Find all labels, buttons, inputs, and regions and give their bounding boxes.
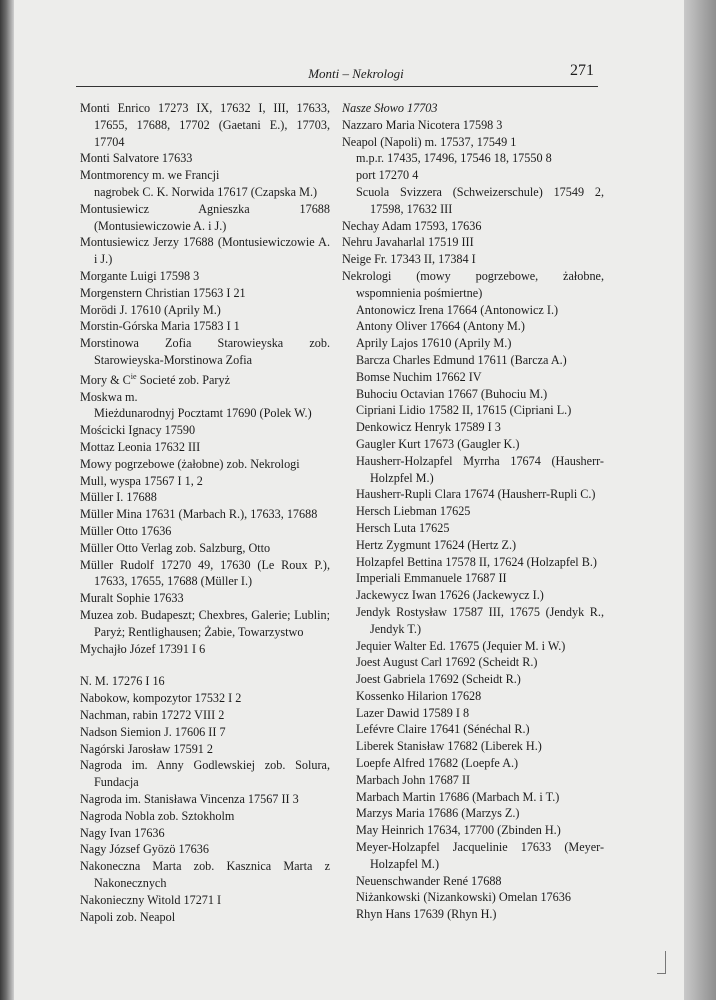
index-subentry: Hausherr-Rupli Clara 17674 (Hausherr-Rupli C.): [356, 487, 596, 502]
index-entry: Nagórski Jarosław 17591 2: [80, 741, 214, 756]
index-entry: Napoli zob. Neapol: [80, 909, 176, 924]
index-entry: Nasze Słowo 17703: [342, 101, 438, 115]
index-subentry: May Heinrich 17634, 17700 (Zbinden H.): [356, 823, 561, 838]
index-entry: Muzea zob. Budapeszt; Chexbres, Galerie; Lublin; Paryż; Rentlighausen; Żabie, Towarzystwo: [80, 607, 330, 639]
left-column: [80, 100, 330, 925]
index-subentry: port 17270 4: [356, 168, 419, 183]
index-subentry: Loepfe Alfred 17682 (Loepfe A.): [356, 756, 519, 771]
index-subentry: Liberek Stanisław 17682 (Liberek H.): [356, 739, 542, 754]
index-entry: Montmorency m. we Francji: [80, 168, 220, 183]
index-entry: Muralt Sophie 17633: [80, 591, 184, 606]
index-subentry: Denkowicz Henryk 17589 I 3: [356, 420, 501, 435]
index-subentry: Hausherr-Holzapfel Myrrha 17674 (Hausherr-Holzpfel M.): [356, 453, 604, 485]
index-entry: Nachman, rabin 17272 VIII 2: [80, 707, 225, 722]
index-entry: Nagy Ivan 17636: [80, 825, 165, 840]
index-entry: Mościcki Ignacy 17590: [80, 423, 196, 438]
index-subentry: Mieżdunarodnyj Pocztamt 17690 (Polek W.): [94, 406, 312, 421]
index-entry: N. M. 17276 I 16: [80, 674, 165, 689]
index-entry: Monti Enrico 17273 IX, 17632 I, III, 17633, 17655, 17688, 17702 (Gaetani E.), 17703, 17704: [80, 101, 330, 149]
index-entry: Nagroda im. Stanisława Vincenza 17567 II 3: [80, 791, 299, 806]
index-entry: Mychajło Józef 17391 I 6: [80, 641, 206, 656]
index-subentry: Hertz Zygmunt 17624 (Hertz Z.): [356, 537, 517, 552]
index-entry: Nagroda Nobla zob. Sztokholm: [80, 808, 235, 823]
index-subentry: Niżankowski (Nizankowski) Omelan 17636: [356, 890, 571, 905]
index-subentry: Jendyk Rostysław 17587 III, 17675 (Jendyk R., Jendyk T.): [356, 604, 604, 636]
index-entry: Montusiewicz Agnieszka 17688 (Montusiewiczowie A. i J.): [80, 201, 330, 233]
index-subentry: Gaugler Kurt 17673 (Gaugler K.): [356, 436, 520, 451]
index-subentry: Marbach John 17687 II: [356, 772, 471, 787]
book-page: [14, 0, 684, 1000]
index-entry: Monti Salvatore 17633: [80, 151, 193, 166]
index-subentry: Bomse Nuchim 17662 IV: [356, 369, 482, 384]
index-entry: Mull, wyspa 17567 I 1, 2: [80, 473, 203, 488]
section-gap: [80, 657, 330, 673]
index-entry: Nagy József Gyözö 17636: [80, 842, 209, 857]
index-subentry: Meyer-Holzapfel Jacquelinie 17633 (Meyer-Holzapfel M.): [356, 840, 604, 871]
index-subentry: Scuola Svizzera (Schweizerschule) 17549 2, 17598, 17632 III: [356, 184, 604, 216]
index-entry: Mory & $C^{ie}$ Societé zob. Paryż: [80, 371, 230, 387]
index-entry: Montusiewicz Jerzy 17688 (Montusiewiczowie A. i J.): [80, 235, 330, 267]
index-entry: Morgante Luigi 17598 3: [80, 268, 200, 283]
index-entry: Nechay Adam 17593, 17636: [342, 218, 482, 233]
index-entry: Nekrologi (mowy pogrzebowe, żałobne, wspomnienia pośmiertne): [342, 268, 604, 300]
index-subentry: Marzys Maria 17686 (Marzys Z.): [356, 806, 520, 821]
index-subentry: Holzapfel Bettina 17578 II, 17624 (Holzapfel B.): [356, 554, 597, 569]
index-subentry: Jequier Walter Ed. 17675 (Jequier M. i W.): [356, 638, 566, 653]
index-entry: Nazzaro Maria Nicotera 17598 3: [342, 117, 503, 132]
index-subentry: Aprily Lajos 17610 (Aprily M.): [356, 336, 512, 351]
index-subentry: nagrobek C. K. Norwida 17617 (Czapska M.): [94, 184, 318, 199]
index-subentry: Lazer Dawid 17589 I 8: [356, 705, 470, 720]
index-entry: Nadson Siemion J. 17606 II 7: [80, 724, 226, 739]
scan-right-edge: [684, 0, 716, 1000]
index-subentry: Barcza Charles Edmund 17611 (Barcza A.): [356, 352, 567, 367]
index-entry: Morödi J. 17610 (Aprily M.): [80, 302, 221, 317]
index-subentry: Jackewycz Iwan 17626 (Jackewycz I.): [356, 588, 544, 603]
index-subentry: Hersch Luta 17625: [356, 520, 450, 535]
index-entry: Neige Fr. 17343 II, 17384 I: [342, 252, 476, 267]
index-subentry: Joest Gabriela 17692 (Scheidt R.): [356, 672, 521, 687]
index-entry: Morstin-Górska Maria 17583 I 1: [80, 319, 240, 334]
index-entry: Morstinowa Zofia Starowieyska zob. Starowieyska-Morstinowa Zofia: [80, 336, 330, 367]
index-entry: Mottaz Leonia 17632 III: [80, 440, 201, 454]
index-subentry: m.p.r. 17435, 17496, 17546 18, 17550 8: [356, 151, 552, 166]
index-subentry: Marbach Martin 17686 (Marbach M. i T.): [356, 789, 560, 804]
page-number: 271: [570, 62, 594, 79]
corner-mark: [657, 951, 666, 974]
index-entry: Müller I. 17688: [80, 490, 157, 505]
index-entry: Nakoneczna Marta zob. Kasznica Marta z Nakonecznych: [80, 859, 330, 890]
index-entry: Nehru Javaharlal 17519 III: [342, 235, 474, 250]
right-column: [342, 100, 604, 923]
index-entry: Müller Rudolf 17270 49, 17630 (Le Roux P.), 17633, 17655, 17688 (Müller I.): [80, 557, 330, 589]
index-subentry: Antony Oliver 17664 (Antony M.): [356, 319, 525, 334]
index-subentry: Neuenschwander René 17688: [356, 873, 502, 888]
index-subentry: Buhociu Octavian 17667 (Buhociu M.): [356, 386, 548, 401]
running-title: Monti – Nekrologi: [308, 66, 404, 81]
page-header: [76, 56, 598, 87]
index-entry: Morgenstern Christian 17563 I 21: [80, 285, 246, 300]
index-subentry: Cipriani Lidio 17582 II, 17615 (Cipriani L.): [356, 403, 572, 418]
index-entry: Müller Mina 17631 (Marbach R.), 17633, 17688: [80, 507, 318, 522]
index-subentry: Joest August Carl 17692 (Scheidt R.): [356, 655, 538, 670]
index-subentry: Antonowicz Irena 17664 (Antonowicz I.): [356, 302, 559, 317]
index-entry: Mowy pogrzebowe (żałobne) zob. Nekrologi: [80, 456, 300, 471]
index-entry: Müller Otto 17636: [80, 523, 172, 538]
index-entry: Neapol (Napoli) m. 17537, 17549 1: [342, 134, 517, 149]
index-entry: Nagroda im. Anny Godlewskiej zob. Solura, Fundacja: [80, 758, 330, 790]
index-subentry: Hersch Liebman 17625: [356, 504, 471, 519]
index-entry: Nakonieczny Witold 17271 I: [80, 892, 222, 907]
index-subentry: Lefévre Claire 17641 (Sénéchal R.): [356, 722, 530, 737]
index-entry: Moskwa m.: [80, 389, 138, 404]
index-entry: Müller Otto Verlag zob. Salzburg, Otto: [80, 540, 271, 555]
index-subentry: Rhyn Hans 17639 (Rhyn H.): [356, 907, 497, 922]
index-entry: Nabokow, kompozytor 17532 I 2: [80, 691, 242, 706]
index-subentry: Imperiali Emmanuele 17687 II: [356, 571, 507, 586]
index-subentry: Kossenko Hilarion 17628: [356, 688, 482, 703]
